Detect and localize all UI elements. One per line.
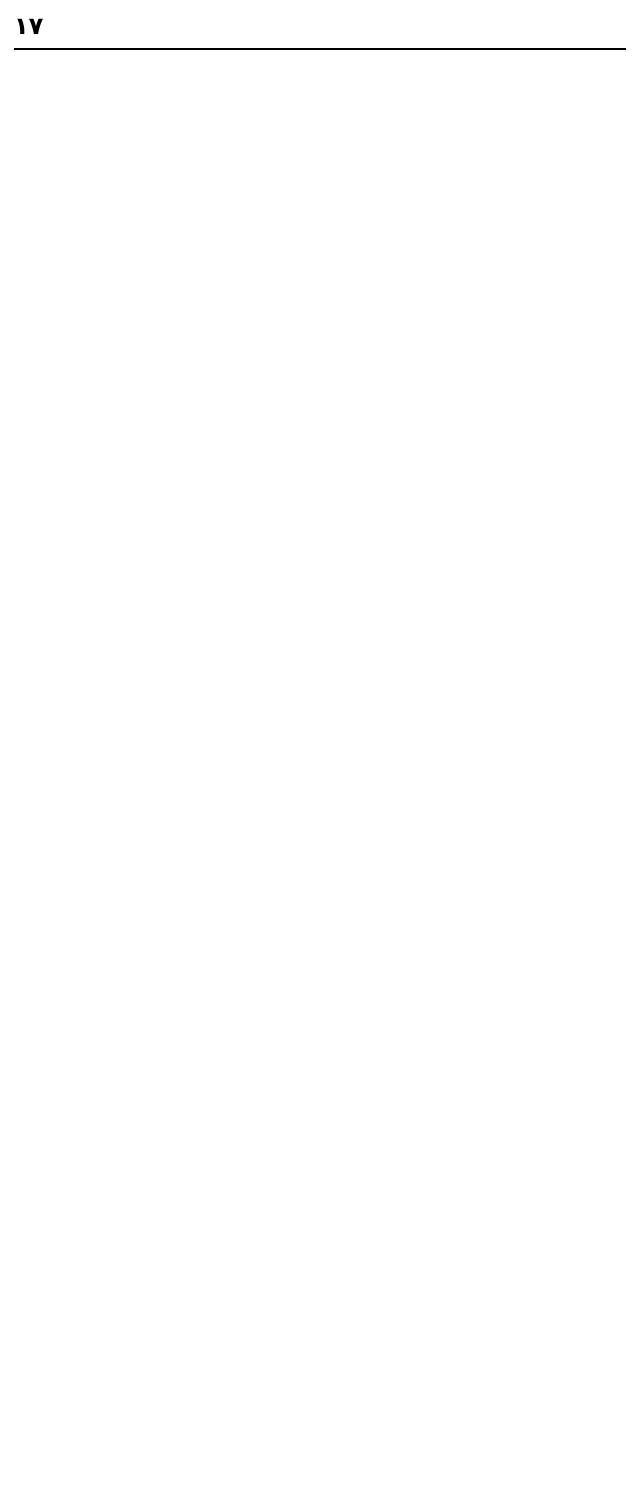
page-number: ١٧ (14, 12, 44, 40)
document-page (14, 6, 626, 1484)
page-header (14, 6, 626, 46)
header-rule (14, 48, 626, 50)
